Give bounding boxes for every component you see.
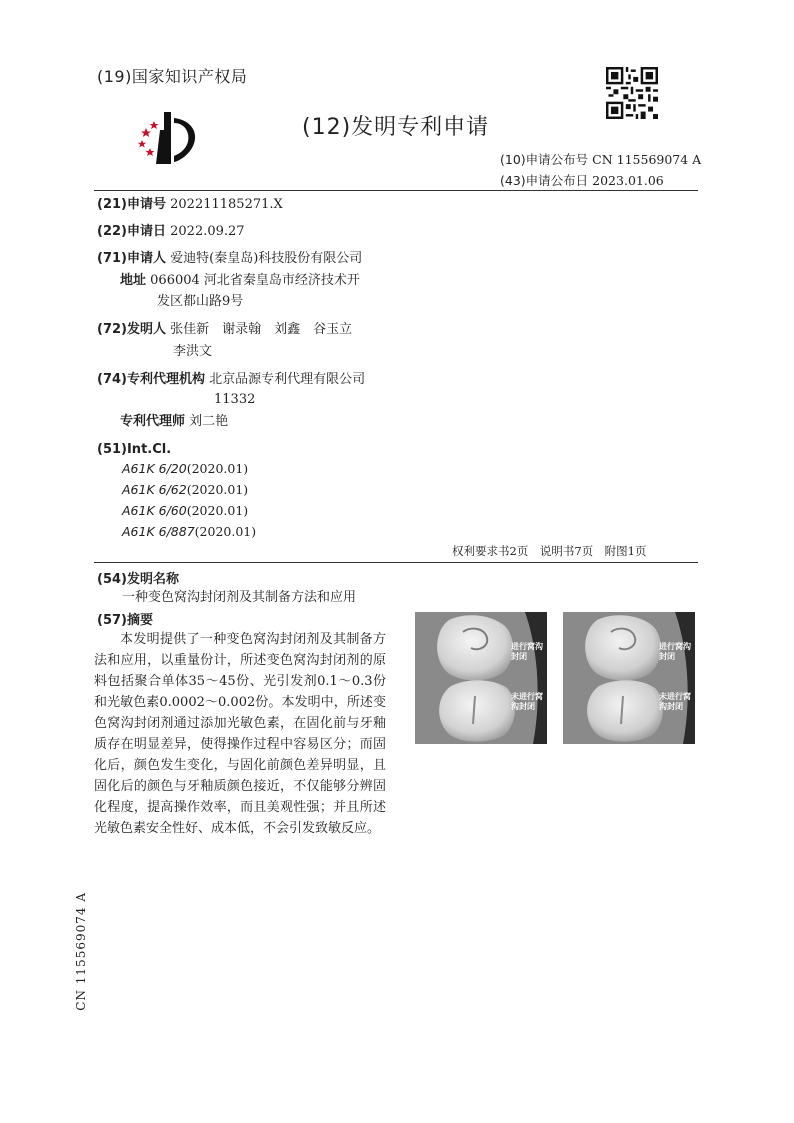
invention-title-label: (54)发明名称 xyxy=(97,572,179,587)
address-row xyxy=(120,270,360,291)
application-number: 202211185271.X xyxy=(170,197,283,212)
ipc-code: A61K 6/60 xyxy=(122,503,187,518)
abstract-text: 本发明提供了一种变色窝沟封闭剂及其制备方法和应用，以重量份计，所述变色窝沟封闭剂的原料包括聚合单体35～45份、光引发剂0.1～0.3份和光敏色素0.0002～0.002份。本发明中，所述变色窝沟封闭剂通过添加光敏色素，在固化前与牙釉质存在明显差异，使得操作过程中容易区分；而固化后，颜色发生变化，与固化前颜色差异明显，且固化后的颜色与牙釉质颜色接近，不仅能够分辨固化程度，提高操作效率，而且美观性强；并且所述光敏色素安全性好、成本低，不会引发致敏反应。 xyxy=(94,632,386,836)
agency-label: (74)专利代理机构 xyxy=(97,372,205,387)
figure-photo-before xyxy=(415,612,547,744)
abstract-label: (57)摘要 xyxy=(97,613,153,628)
ipc-code: A61K 6/20 xyxy=(122,461,187,476)
applicant-name: 爱迪特(秦皇岛)科技股份有限公司 xyxy=(170,251,363,266)
figure-label-sealed: 进行窝沟封闭 xyxy=(511,642,543,661)
document-type-title: (12)发明专利申请 xyxy=(302,115,490,140)
application-date: 2022.09.27 xyxy=(170,224,245,239)
ipc-list xyxy=(122,461,256,545)
application-date-row xyxy=(97,221,245,242)
ipc-entry xyxy=(122,524,256,545)
cnipa-logo xyxy=(134,110,206,166)
ipc-entry xyxy=(122,503,256,524)
biblio-divider xyxy=(94,562,698,563)
application-number-label: (21)申请号 xyxy=(97,197,166,212)
publication-number: CN 115569074 A xyxy=(592,152,702,167)
teeth-illustration xyxy=(415,612,547,744)
application-date-label: (22)申请日 xyxy=(97,224,166,239)
side-publication-number: CN 115569074 A xyxy=(74,892,88,1011)
ipc-code: A61K 6/62 xyxy=(122,482,187,497)
applicant-label: (71)申请人 xyxy=(97,251,166,266)
int-cl-label-text: (51)Int.Cl. xyxy=(97,442,172,457)
qr-code xyxy=(606,67,658,119)
agent-name: 刘二艳 xyxy=(189,414,229,429)
ipc-year: (2020.01) xyxy=(194,524,257,539)
publication-number-label: (10)申请公布号 xyxy=(500,152,589,167)
agent-row xyxy=(120,411,228,432)
publication-number-row xyxy=(500,150,701,168)
page-counts: 权利要求书2页 说明书7页 附图1页 xyxy=(452,544,647,558)
figure-photo-after xyxy=(563,612,695,744)
figure-label-sealed: 进行窝沟封闭 xyxy=(659,642,691,661)
header-divider xyxy=(94,190,698,191)
issuing-office: (19)国家知识产权局 xyxy=(97,67,248,86)
ipc-entry xyxy=(122,461,256,482)
inventors-row xyxy=(97,319,352,340)
figure-label-unsealed: 未进行窝沟封闭 xyxy=(659,692,691,711)
address-label: 地址 xyxy=(120,273,147,288)
ipc-year: (2020.01) xyxy=(186,461,249,476)
agency-name: 北京品源专利代理有限公司 xyxy=(209,372,366,387)
applicant-row xyxy=(97,248,362,269)
figure-label-unsealed: 未进行窝沟封闭 xyxy=(511,692,543,711)
ipc-year: (2020.01) xyxy=(186,482,249,497)
ipc-entry xyxy=(122,482,256,503)
agency-row xyxy=(97,369,365,390)
agency-code: 11332 xyxy=(214,392,256,407)
agent-label: 专利代理师 xyxy=(120,414,186,429)
ipc-year: (2020.01) xyxy=(186,503,249,518)
publication-date-label: (43)申请公布日 xyxy=(500,173,589,188)
application-number-row xyxy=(97,194,283,215)
publication-date-row xyxy=(500,171,664,189)
inventors-line-2: 李洪文 xyxy=(173,344,213,359)
address-line-2: 发区都山路9号 xyxy=(157,294,244,309)
address-line-1: 066004 河北省秦皇岛市经济技术开 xyxy=(150,273,360,288)
int-cl-label xyxy=(97,439,171,460)
ipc-code: A61K 6/887 xyxy=(122,524,195,539)
inventors-line-1: 张佳新 谢录翰 刘鑫 谷玉立 xyxy=(170,322,353,337)
publication-date: 2023.01.06 xyxy=(592,173,664,188)
teeth-illustration xyxy=(563,612,695,744)
invention-title: 一种变色窝沟封闭剂及其制备方法和应用 xyxy=(122,590,357,605)
inventors-label: (72)发明人 xyxy=(97,322,166,337)
